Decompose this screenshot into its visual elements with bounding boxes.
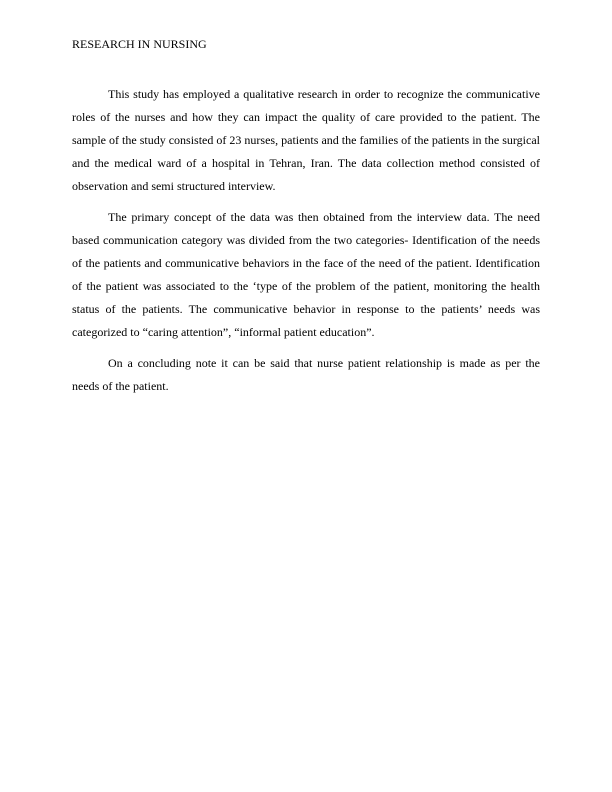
paragraph-1: This study has employed a qualitative research in order to recognize the communicative roles of the nurses and how they can impact the quality of care provided to the patient. The sample of the study consisted of 23 nurses, patients and the families of the patients in the surgical and the medical ward of a hospital in Tehran, Iran. The data collection method consisted of observation and semi structured interview.	[72, 87, 540, 193]
running-head: RESEARCH IN NURSING	[72, 37, 207, 51]
body-text	[72, 83, 540, 406]
paragraph-2: The primary concept of the data was then obtained from the interview data. The need based communication category was divided from the two categories- Identification of the needs of the patients and communicative behaviors in the face of the need of the patient. Identification of the patient was associated to the ‘type of the problem of the patient, monitoring the health status of the patients. The communicative behavior in response to the patients’ needs was categorized to “caring attention”, “informal patient education”.	[72, 210, 540, 339]
paragraph-3: On a concluding note it can be said that nurse patient relationship is made as per the needs of the patient.	[72, 356, 540, 393]
